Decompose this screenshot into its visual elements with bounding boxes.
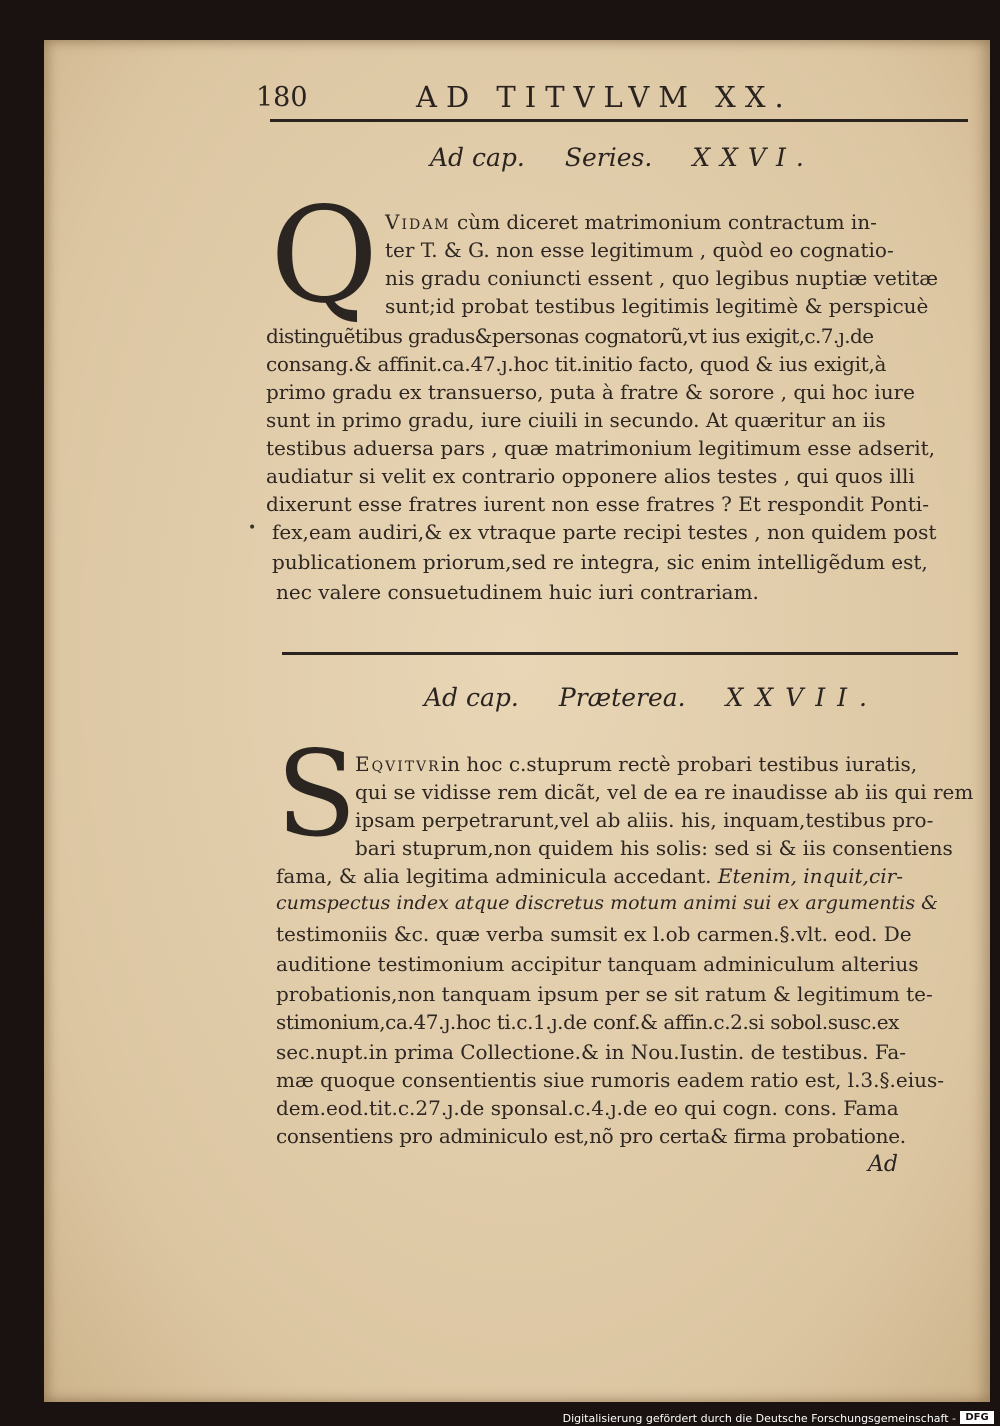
text-line: bari stuprum,non quidem his solis: sed si & iis consentiens [355,836,953,860]
heading-prefix: Ad cap. [424,683,519,712]
text-line: testimoniis &c. quæ verba sumsit ex l.ob carmen.§.vlt. eod. De [276,922,912,946]
text-line: distinguẽtibus gradus&personas cognatorũ,vt ius exigit,c.7.ȷ.de [266,324,874,348]
text-line: stimonium,ca.47.ȷ.hoc ti.c.1.ȷ.de conf.& affin.c.2.si sobol.susc.ex [276,1010,900,1034]
text-line: sec.nupt.in prima Collectione.& in Nou.Iustin. de testibus. Fa- [276,1040,907,1064]
section-divider-rule [282,652,958,655]
text-line: ipsam perpetrarunt,vel ab aliis. his, inquam,testibus pro- [355,808,934,832]
text-line: sunt;id probat testibus legitimis legitimè & perspicuè [385,294,929,318]
drop-cap-initial: Q [270,179,379,333]
heading-word: Series. [564,143,653,172]
text-line: ter T. & G. non esse legitimum , quòd eo cognatio- [385,238,894,262]
text-line: nis gradu coniuncti essent , quo legibus nuptiæ vetitæ [385,266,939,290]
text-line: audiatur si velit ex contrario opponere alios testes , qui quos illi [266,464,915,488]
text-line: fex,eam audiri,& ex vtraque parte recipi testes , non quidem post [272,520,937,544]
text-line: dem.eod.tit.c.27.ȷ.de sponsal.c.4.ȷ.de eo qui cogn. cons. Fama [276,1096,899,1120]
text-line: auditione testimonium accipitur tanquam adminiculum alterius [276,952,919,976]
heading-word: Præterea. [558,683,686,712]
text-line: fama, & alia legitima adminicula accedant. Etenim, inquit,cir- [276,864,903,888]
text-line: probationis,non tanquam ipsum per se sit ratum & legitimum te- [276,982,933,1006]
section-heading-1 [430,143,814,172]
text-line: nec valere consuetudinem huic iuri contrariam. [276,580,759,604]
lead-smallcaps: Vidam [385,210,451,234]
text-line: sunt in primo gradu, iure ciuili in secundo. At quæritur an iis [266,408,886,432]
text-line: Eqvitvrin hoc c.stuprum rectè probari testibus iuratis, [355,752,918,776]
text-line: qui se vidisse rem dicãt, vel de ea re inaudisse ab iis qui rem [355,780,974,804]
text-line: cumspectus index atque discretus motum animi sui ex argumentis & [276,892,939,914]
drop-cap-initial: S [276,725,357,863]
page-number: 180 [256,82,308,113]
text-line: consentiens pro adminiculo est,nõ pro certa& firma probatione. [276,1124,906,1148]
text-line: consang.& affinit.ca.47.ȷ.hoc tit.initio facto, quod & ius exigit,à [266,352,887,376]
section-heading-2 [424,683,879,712]
catchword: Ad [868,1152,898,1177]
text-line: publicationem priorum,sed re integra, sic enim intelligẽdum est, [272,550,928,574]
text-line: primo gradu ex transuerso, puta à fratre & sorore , qui hoc iure [266,380,915,404]
text-line: testibus aduersa pars , quæ matrimonium legitimum esse adserit, [266,436,936,460]
text-line: mæ quoque consentientis siue rumoris eadem ratio est, l.3.§.eius- [276,1068,945,1092]
text-line: dixerunt esse fratres iurent non esse fratres ? Et respondit Ponti- [266,492,929,516]
margin-mark: • [248,520,257,536]
heading-prefix: Ad cap. [430,143,525,172]
heading-numeral: XXVI. [692,143,814,172]
dfg-logo: DFG [960,1411,994,1424]
text-line: Vidam cùm diceret matrimonium contractum in- [385,210,877,234]
footer-credit: Digitalisierung gefördert durch die Deutsche Forschungsgemeinschaft - [562,1412,956,1425]
running-title: AD TITVLVM XX. [416,80,793,114]
page-header [256,80,968,116]
lead-smallcaps: Eqvitvr [355,752,441,776]
heading-numeral: XXVII. [725,683,879,712]
header-rule [270,119,968,122]
